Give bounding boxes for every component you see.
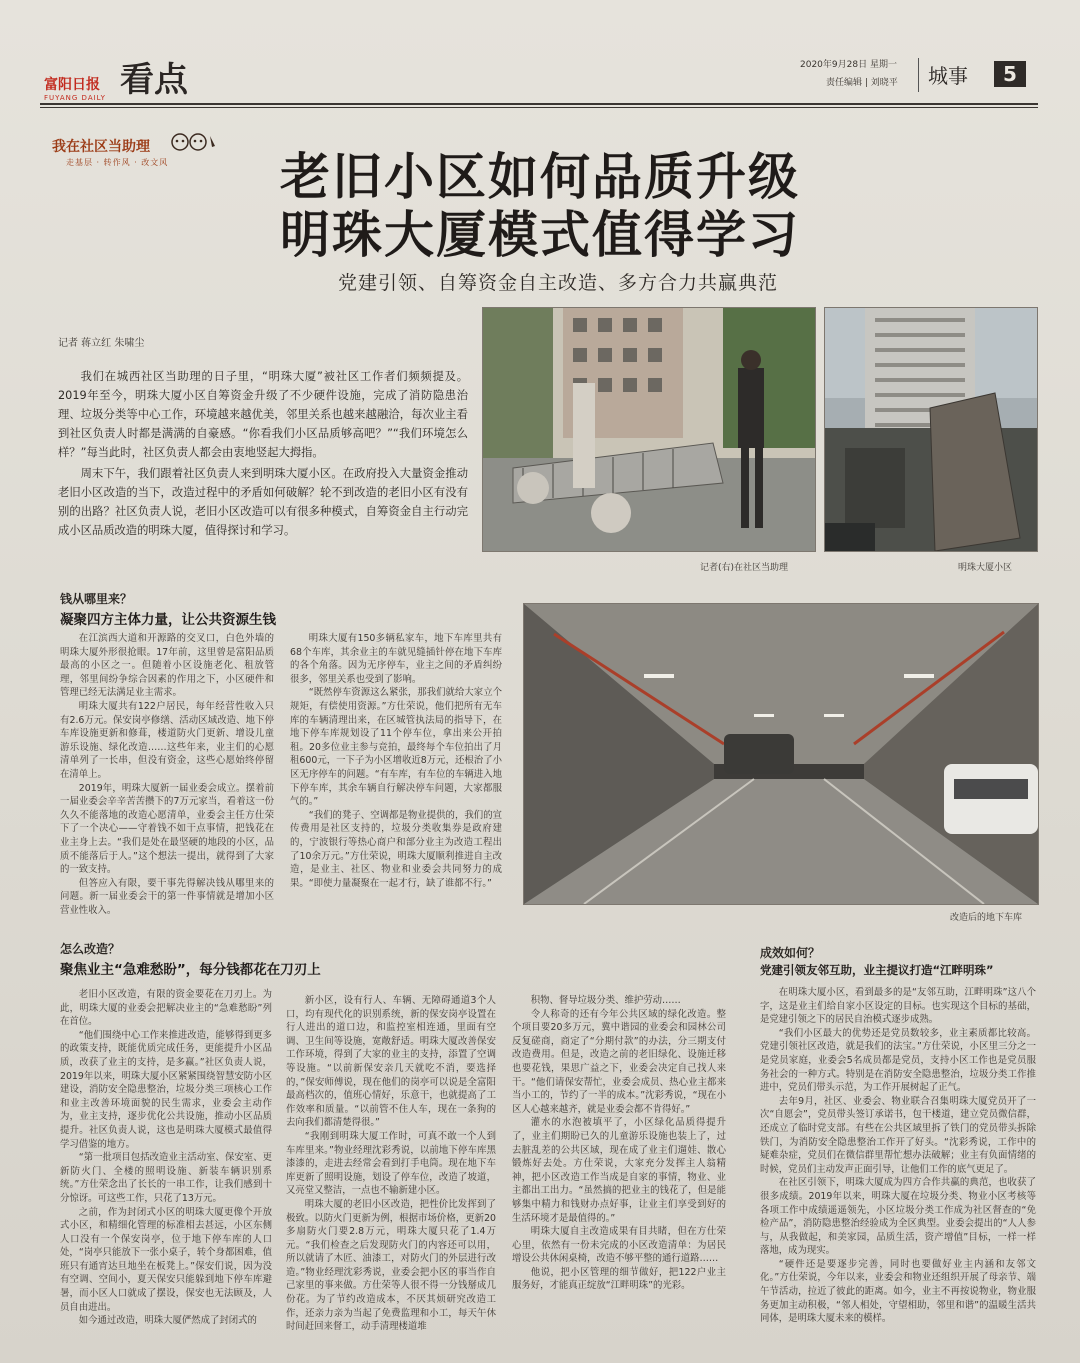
section-2-title: 聚焦业主“急难愁盼”，每分钱都花在刀刃上 — [60, 962, 321, 978]
s1c1-p3: 2019年，明珠大厦新一届业委会成立。摆着前一届业委会辛辛苦苦攒下的7万元家当，看着这一份久久不能落地的改造心愿清单，业委会主任方仕荣下了一个决心——守着钱不如干点事情，把钱花在业主身上去。“我们是处在最坚硬的地段的小区，品质不能落后于人。”这个想法一提出，就得到了大家的一致支持。 — [60, 782, 274, 876]
s1c2-p3: “我们的凳子、空调都是物业提供的，我们的宣传费用是社区支持的，垃圾分类收集券是政府建的，宁波银行等热心商户和部分业主为改造工程出了10余万元。”方仕荣说，明珠大厦顺利推进自主改造，是业主、社区、物业和业委会共同努力的成果。“即使力量凝聚在一起才行，缺了谁都不行。” — [290, 809, 502, 889]
masthead-rule-thin — [40, 107, 1038, 108]
s3c1-p2: “我们小区最大的优势还是党员数较多，业主素质都比较高。党建引领社区改造，就是我们的法宝。”方仕荣说，小区里三分之一是党员家庭，业委会5名成员都是党员，支持小区工作也是党员服务社会的一种方式。特别是在消防安全隐患整治，垃圾分类工作推进中，党员们带头示范，为工作开展树起了正气。 — [760, 1027, 1036, 1094]
column-name: 城事 — [928, 64, 968, 88]
caption-photo-2: 明珠大厦小区 — [958, 563, 1013, 573]
s2c2-p2: “我刚到明珠大厦工作时，可真不敢一个人到车库里来。”物业经理沈彩秀说，以前地下停车库黑漆漆的，走进去经常会看到打手电筒。现在地下车库更新了照明设施，划设了停车位，改造了坡道，又亮堂又整洁，一点也不输新建小区。 — [286, 1130, 496, 1197]
lead-paragraph-1: 我们在城西社区当助理的日子里，“明珠大厦”被社区工作者们频频提及。2019年至今，明珠大厦小区自筹资金升级了不少硬件设施，完成了消防隐患治理、垃圾分类等中心工作，环境越来越优美，邻里关系也越来越融洽，每次业主看到社区负责人时都是满满的自豪感。“你看我们小区品质够高吧？”“我们环境怎么样？”每当此时，社区负责人都会由衷地竖起大拇指。 — [58, 370, 468, 459]
section-2-column-2 — [286, 994, 496, 1348]
section-title: 看点 — [120, 60, 188, 100]
s2c3-p2: 令人称奇的还有今年公共区域的绿化改造。整个项目要20多万元，冀中谐园的业委会和园林公司反复磋商，商定了“分期付款”的办法，分三期支付改造费用。但是，改造之前的老旧绿化、设施迁移也要花钱，果思广益之下，业委会决定自己找人来干。“他们请保安帮忙，业委会成员、热心业主都来当小工的，节约了一半的成本。”沈彩秀说，“现在小区人心越来越齐，就是业委会都不肯得好。” — [512, 1008, 726, 1115]
s2c1-p1: 老旧小区改造，有限的资金要花在刀刃上。为此，明珠大厦的业委会把解决业主的“急难愁盼”列在首位。 — [60, 989, 272, 1028]
headline-line-1: 老旧小区如何品质升级 — [280, 148, 800, 206]
section-1-question: 钱从哪里来？ — [60, 592, 133, 606]
column-tag-title: 我在社区当助理 — [52, 139, 150, 155]
s1c1-p1: 在江滨西大道和开源路的交叉口，白色外墙的明珠大厦外形很抢眼。17年前，这里曾是富阳品质最高的小区之一。但随着小区设施老化、租放管理，邻里间纷争综合因素的作用之下，小区硬件和管理已经无法满足业主需求。 — [60, 633, 274, 699]
masthead-divider — [918, 58, 919, 92]
s3c1-p5: “硬件还是要逐步完善，同时也要做好业主内涵和友邻文化。”方仕荣说，今年以来，业委会和物业还组织开展了母亲节、端午节活动，拉近了彼此的距离。如今，业主不再按说物业，物业服务更加主动积极，“邻人相处，守望相助，邻里和谐”的温暖生活共同体，是明珠大厦未来的模样。 — [760, 1258, 1036, 1325]
cartoon-faces-icon — [170, 130, 216, 156]
s2c1-p2: “他们围绕中心工作来推进改造，能够得到更多的政策支持，既能优质完成任务，更能提升小区品质，改获了业主的支持，是多赢。”社区负责人说，2019年以来，明珠大厦小区紧紧围绕智慧安防小区建设，消防安全隐患整治，垃圾分类三项核心工作和业主改善环境面貌的民生需求，业委会主动作为，业主支持，逐步优化公共设施，推动小区品质提升。社区负责人说，这也是明珠大厦模式最值得学习借鉴的地方。 — [60, 1029, 272, 1150]
photo-mingzhu-tower — [824, 307, 1038, 552]
section-1-column-1 — [60, 632, 274, 918]
caption-photo-3: 改造后的地下车库 — [950, 913, 1023, 923]
s2c3-p1: 积物、督导垃圾分类、维护劳动…… — [530, 995, 681, 1006]
s3c1-p3: 去年9月，社区、业委会、物业联合召集明珠大厦党员开了一次“自愿会”，党员带头签订承诺书，包干楼道，建立党员微信群，还成立了临时党支部。有些在公共区域里拆了铁门的党员带头拆除铁门，为消防安全隐患整治工作开了好头。“沈彩秀说，工作中的疑难杂症，党员们在微信群里帮忙想办法破解；业主有负面情绪的时候，党员们主动发声正面引导，让他们工作的底气更足了。 — [760, 1095, 1036, 1175]
column-tag — [52, 130, 222, 176]
newspaper-logo: 富阳日报 — [44, 77, 100, 93]
lead-text — [58, 367, 468, 547]
s1c2-p1: 明珠大厦有150多辆私家车，地下车库里共有68个车库，其余业主的车就见缝插针停在地下车库的各个角落。因为无序停车，业主之间的矛盾纠纷很多，邻里关系也受到了影响。 — [290, 633, 502, 685]
s2c2-p3: 明珠大厦的老旧小区改造，把性价比发挥到了极致。以防火门更新为例，根据市场价格，更新20多扇防火门要2.8万元，明珠大厦只花了1.4万元。“我们检查之后发现防火门的内容还可以用，所以就请了木匠、油漆工，对防火门的外层进行改造。”物业经理沈彩秀说，业委会把小区的事当作自己家里的事来做。方仕荣等人很不得一分钱掰成几份花。为了节约改造成本，不厌其烦研究改造工作，还亲力亲为当起了免费监理和小工，每天午休时间赶回来督工，动手清理楼道堆 — [286, 1198, 496, 1333]
section-1-column-2 — [290, 632, 502, 894]
section-3-column-1 — [760, 986, 1036, 1348]
headline-line-2: 明珠大厦模式值得学习 — [280, 206, 800, 264]
issue-date: 2020年9月28日 星期一 — [800, 60, 897, 70]
editor-credit: 责任编辑 | 刘晓平 — [826, 78, 898, 88]
s3c1-p1: 在明珠大厦小区，看到最多的是“友邻互助，江畔明珠”这八个字，这是业主们给自家小区设定的目标。也实现这个目标的基础，是党建引领之下的居民自治模式逐步成熟。 — [760, 987, 1036, 1026]
lead-paragraph-2: 周末下午，我们跟着社区负责人来到明珠大厦小区。在政府投入大量资金推动老旧小区改造的当下，改造过程中的矛盾如何破解？轮不到改造的老旧小区有没有别的出路？社区负责人说，老旧小区改造可以有很多种模式，自筹资金自主行动完成小区品质改造的明珠大厦，值得探讨和学习。 — [58, 467, 468, 537]
section-1-title: 凝聚四方主体力量，让公共资源生钱 — [60, 612, 276, 628]
masthead-rule — [40, 103, 1038, 105]
section-2-column-3 — [512, 994, 726, 1348]
s2c3-p3: 灌水的水泡被填平了，小区绿化品质得提升了，业主们期盼已久的儿童游乐设施也装上了，过去脏乱差的公共区域，现在成了业主们遛娃、散心锻炼好去处。方仕荣说，大家充分发挥主人翁精神，把小区改造工作当成是自家的事情，物业、业主都出工出力。“虽然搞的把业主的钱花了，但是能够集中精力和钱财办点好事，让业主们享受到好的生活环境才是最值得的。” — [512, 1117, 726, 1224]
s1c2-p2: “既然停车资源这么紧张，那我们就给大家立个规矩，有偿使用资源。”方仕荣说，他们把所有无车库的车辆清理出来，在区城管执法局的指导下，在地下停车库规划设了11个停车位，拿出来公开拍租。20多位业主参与竞拍，最终每个车位拍出了月租600元，一下子为小区增收近8万元，还根治了小区无序停车的问题。“有车库，有车位的车辆进入地下停车库，其余车辆自行解决停车问题，大家都服气的。” — [290, 687, 502, 808]
s2c1-p3: “第一批项目包括改造业主活动室、保安室、更新防火门、全楼的照明设施、新装车辆识别系统。”方仕荣念出了长长的一串工作，让我们感到十分惊讶。可这些工作，只花了13万元。 — [60, 1152, 272, 1204]
reporter-byline: 记者 蒋立红 朱啸尘 — [58, 338, 145, 349]
photo-reporter-at-gate — [482, 307, 816, 552]
column-tag-subtitle: 走基层 · 转作风 · 改文风 — [66, 158, 169, 167]
section-3-title: 党建引领友邻互助，业主提议打造“江畔明珠” — [760, 963, 994, 977]
s2c3-p4: 明珠大厦自主改造成果有目共睹，但在方仕荣心里，依然有一份未完成的小区改造清单：为居民增设公共休闲桌椅，改造不够平整的通行道路…… — [512, 1226, 726, 1265]
section-2-question: 怎么改造？ — [60, 942, 121, 956]
s3c1-p4: 在社区引领下，明珠大厦成为四方合作共赢的典范，也收获了很多成绩。2019年以来，明珠大厦在垃圾分类、物业小区考核等各项工作中成绩遥遥领先，小区垃圾分类工作成为社区督查的“免检产品”，消防隐患整治经验成为全区典型。业委会提出的“人人参与，从我做起，和美家园，品质生活，资产增值”目标，一样一样落地，成为现实。 — [760, 1177, 1036, 1257]
s2c2-p1: 新小区，设有行人、车辆、无障碍通道3个人口，均有现代化的识别系统，新的保安岗亭设置在行人进出的道口边，和监控室相连通，里面有空调、卫生间等设施，宽敞舒适。明珠大厦改善保安工作环境，得到了大家的业主的支持，添置了空调等设施。“以前新保安亲几天就吃不消，要选择的，”保安师傅说，现在他们的岗亭可以说是全富阳最高档次的，值班心情好，乐意干，也就提高了工作效率和质量。“以前管不住人车，现在一条狗的去向我们都清楚得很。” — [286, 995, 496, 1129]
photo-underground-garage — [523, 603, 1039, 905]
caption-photo-1: 记者(右)在社区当助理 — [700, 563, 789, 573]
headline-subtitle: 党建引领、自筹资金自主改造、多方合力共赢典范 — [338, 272, 779, 294]
s2c1-p5: 如今通过改造，明珠大厦俨然成了封闭式的 — [78, 1315, 257, 1327]
section-3-question: 成效如何？ — [760, 946, 821, 960]
s2c1-p4: 之前，作为封闭式小区的明珠大厦更像个开放式小区，和精细化管理的标准相去甚远，小区东侧人口没有一个保安岗亭，位于地下停车库的人口处，“岗亭只能放下一张小桌子，转个身都困难，值班只有通宵达旦地坐在板凳上。”保安们说，因为没有空调、空间小，夏天保安只能躲到地下停车库避暑，而小区人口就成了摆设，保安也无法顾及，人员自由进出。 — [60, 1206, 272, 1313]
s1c1-p4: 但答应入有限，要干事先得解决钱从哪里来的问题。新一届业委会干的第一件事情就是增加小区营业性收入。 — [60, 877, 274, 916]
newspaper-logo-en: FUYANG DAILY — [44, 94, 106, 102]
s1c1-p2: 明珠大厦共有122户居民，每年经营性收入只有2.6万元。保安岗亭修缮、活动区域改造、地下停车库设施更新和修葺，楼道防火门更新、增设儿童游乐设施、绿化改造……这些年来，业主们的心愿清单列了一长串，但没有资金，这些心愿始终停留在清单上。 — [60, 700, 274, 780]
section-2-column-1 — [60, 988, 272, 1348]
s2c3-p5: 他说，把小区管理的细节做好，把122户业主服务好，才能真正绽放“江畔明珠”的光彩。 — [512, 1266, 726, 1292]
page-number: 5 — [994, 61, 1026, 87]
